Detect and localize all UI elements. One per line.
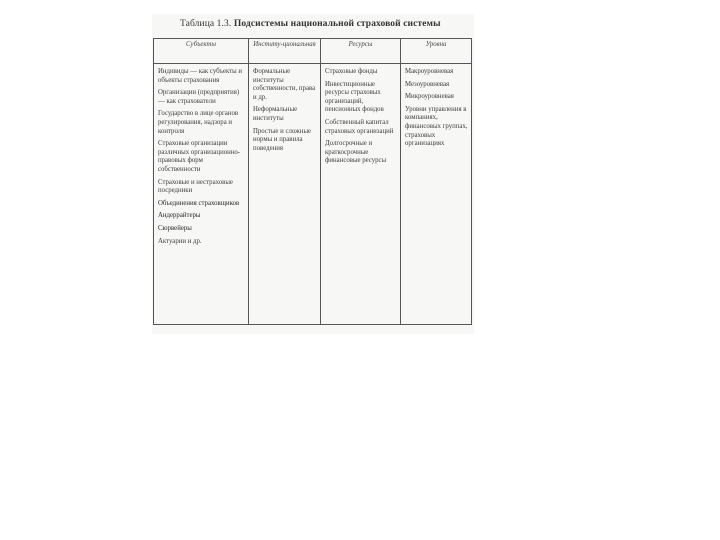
table-caption (180, 19, 460, 29)
list-item: Актуарии и др. (158, 237, 202, 245)
header-resources: Ресурсы (321, 39, 401, 64)
list-item: Андеррайтеры (158, 212, 201, 220)
header-institutional: Институ-циональная (249, 39, 321, 64)
list-item: Неформальные институты (253, 106, 298, 122)
resources-cell (321, 64, 401, 325)
list-item: Страховые организации различных организационно-правовых форм собственности (158, 140, 241, 173)
table-row (154, 64, 472, 325)
list-item: Объединения страховщиков (158, 199, 240, 207)
subsystems-table (153, 38, 472, 325)
list-item: Страховые и нестраховые посредники (158, 178, 233, 195)
list-item: Организации (предприятия) — как страхователи (158, 89, 240, 105)
header-levels: Уровни (401, 39, 472, 64)
list-item: Сюрвейеры (158, 224, 192, 232)
header-subjects: Субъекты (154, 39, 249, 64)
subjects-cell (154, 64, 249, 325)
levels-cell (401, 64, 472, 325)
list-item: Макроуровневая (405, 68, 454, 75)
list-item: Индивиды — как субъекты и объекты страхования (158, 68, 243, 84)
list-item: Инвестиционные ресурсы страховых организаций, пенсионных фондов (325, 80, 384, 114)
list-item: Мезоуровневая (405, 80, 450, 88)
list-item: Страховые фонды (325, 68, 378, 75)
list-item: Уровни управления в компаниях, финансовых группах, страховых организациях (405, 105, 468, 148)
list-item: Формальные институты собственности, права и др. (253, 68, 316, 101)
list-item: Долгосрочные и краткосрочные финансовые ресурсы (325, 140, 387, 165)
list-item: Микроуровневая (405, 93, 454, 101)
institutional-cell (249, 64, 321, 325)
list-item: Собственный капитал страховых организаций (325, 118, 394, 135)
table-number: Таблица 1.3. (180, 19, 232, 29)
table-title: Подсистемы национальной страховой системы (233, 19, 441, 29)
list-item: Государство в лице органов регулирования, надзора и контроля (158, 110, 239, 135)
list-item: Простые и сложные нормы и правила поведения (253, 127, 312, 152)
header-row (154, 39, 472, 64)
